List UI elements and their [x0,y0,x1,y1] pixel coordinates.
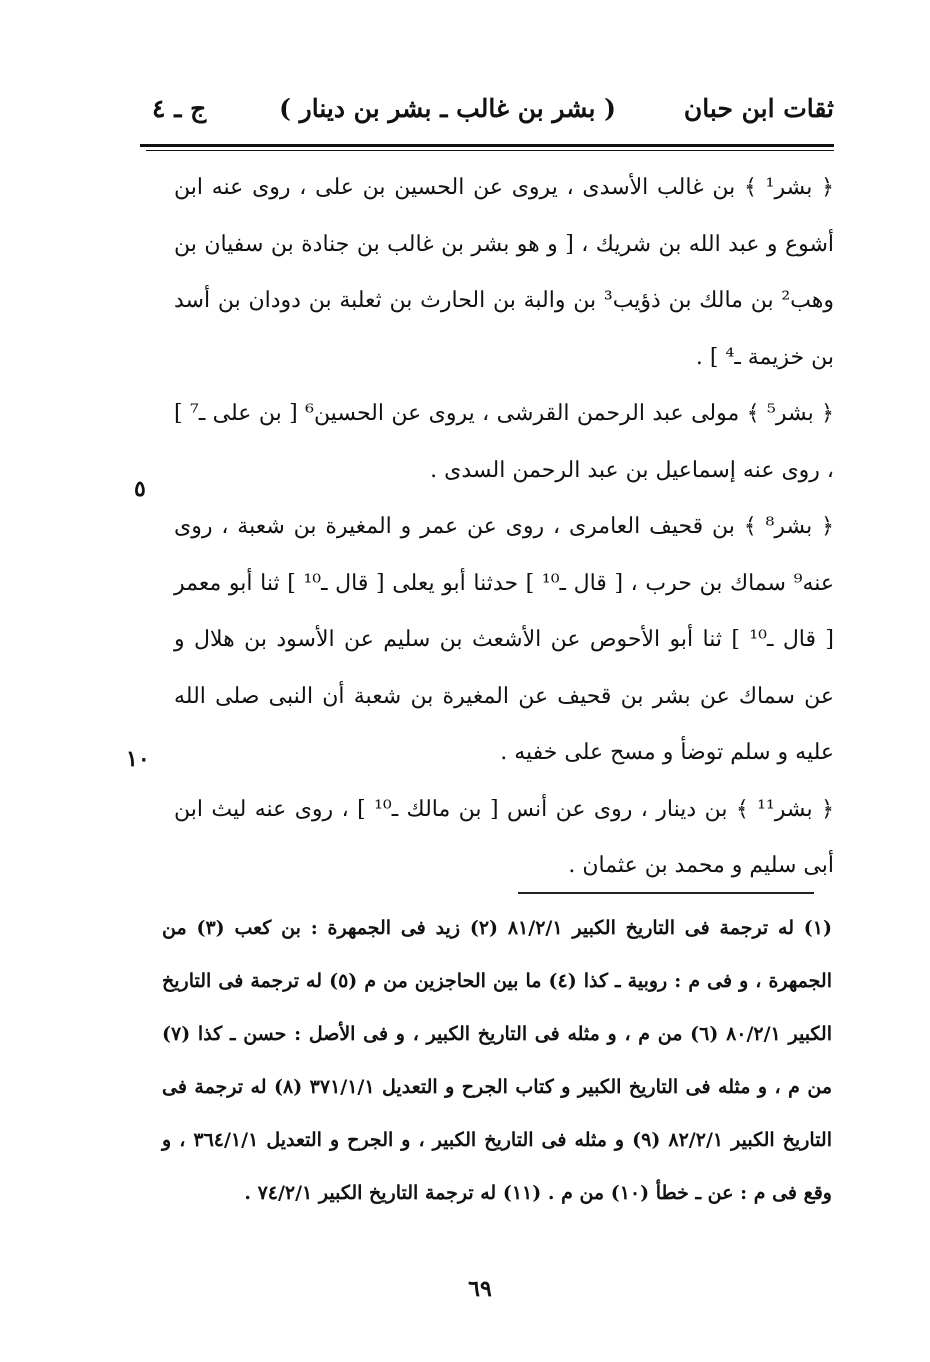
entry-bishr-mawla: ﴿ بشر⁵ ﴾ مولى عبد الرحمن القرشى ، يروى عن الحسين⁶ [ بن على ـ⁷ ] ، روى عنه إسماعيل بن عبد الرحمن السدى . [174,401,834,483]
document-page [126,88,834,1328]
footnote-separator [518,892,814,894]
line-number-5: ٥ [134,476,146,502]
section-title: ( بشر بن غالب ـ بشر بن دينار ) [279,94,616,123]
volume-number: ج ـ ٤ [152,94,207,123]
header-rule-thick [140,144,834,147]
entry-bishr-ibn-dinar: ﴿ بشر¹¹ ﴾ بن دينار ، روى عن أنس [ بن مالك ـ¹⁰ ] ، روى عنه ليث ابن أبى سليم و محمد بن عثمان . [174,796,834,878]
header-rule-thin [146,150,834,151]
book-title: ثقات ابن حبان [683,94,834,123]
footnotes-text: (١) له ترجمة فى التاريخ الكبير ٨١/٢/١ (٢) زيد فى الجمهرة : بن كعب (٣) من الجمهرة ، و فى م : روبية ـ كذا (٤) ما بين الحاجزين من م (٥) له ترجمة فى التاريخ الكبير ٨٠/٢/١ (٦) من م ، و مثله فى التاريخ الكبير ، و فى الأصل : حسن ـ كذا (٧) من م ، و مثله فى التاريخ الكبير و كتاب الجرح و التعديل ٣٧١/١/١ (٨) له ترجمة فى التاريخ الكبير ٨٢/٢/١ (٩) و مثله فى التاريخ الكبير ، و الجرح و التعديل ٣٦٤/١/١ ، و وقع فى م : عن ـ خطأ (١٠) من م . (١١) له ترجمة التاريخ الكبير ٧٤/٢/١ . [162,917,833,1204]
line-number-10: ١٠ [126,746,150,772]
footnotes [162,902,832,1220]
entry-bishr-ibn-qahif: ﴿ بشر⁸ ﴾ بن قحيف العامرى ، روى عن عمر و المغيرة بن شعبة ، روى عنه⁹ سماك بن حرب ، [ قال ـ¹⁰ ] حدثنا أبو يعلى [ قال ـ¹⁰ ] ثنا أبو معمر [ قال ـ¹⁰ ] ثنا أبو الأحوص عن الأشعث بن سليم عن الأسود بن هلال و عن سماك عن بشر بن قحيف عن المغيرة بن شعبة أن النبى صلى الله عليه و سلم توضأ و مسح على خفيه . [174,514,834,765]
entry-bishr-ibn-ghalib: ﴿ بشر¹ ﴾ بن غالب الأسدى ، يروى عن الحسين بن على ، روى عنه ابن أشوع و عبد الله بن شريك ، [ و هو بشر بن غالب بن جنادة بن سفيان بن وهب² بن مالك بن ذؤيب³ بن والبة بن الحارث بن ثعلبة بن دودان بن أسد بن خزيمة ـ⁴ ] . [174,175,834,370]
page-number: ٦٩ [468,1276,492,1302]
main-text [174,160,834,895]
running-header [140,94,834,134]
